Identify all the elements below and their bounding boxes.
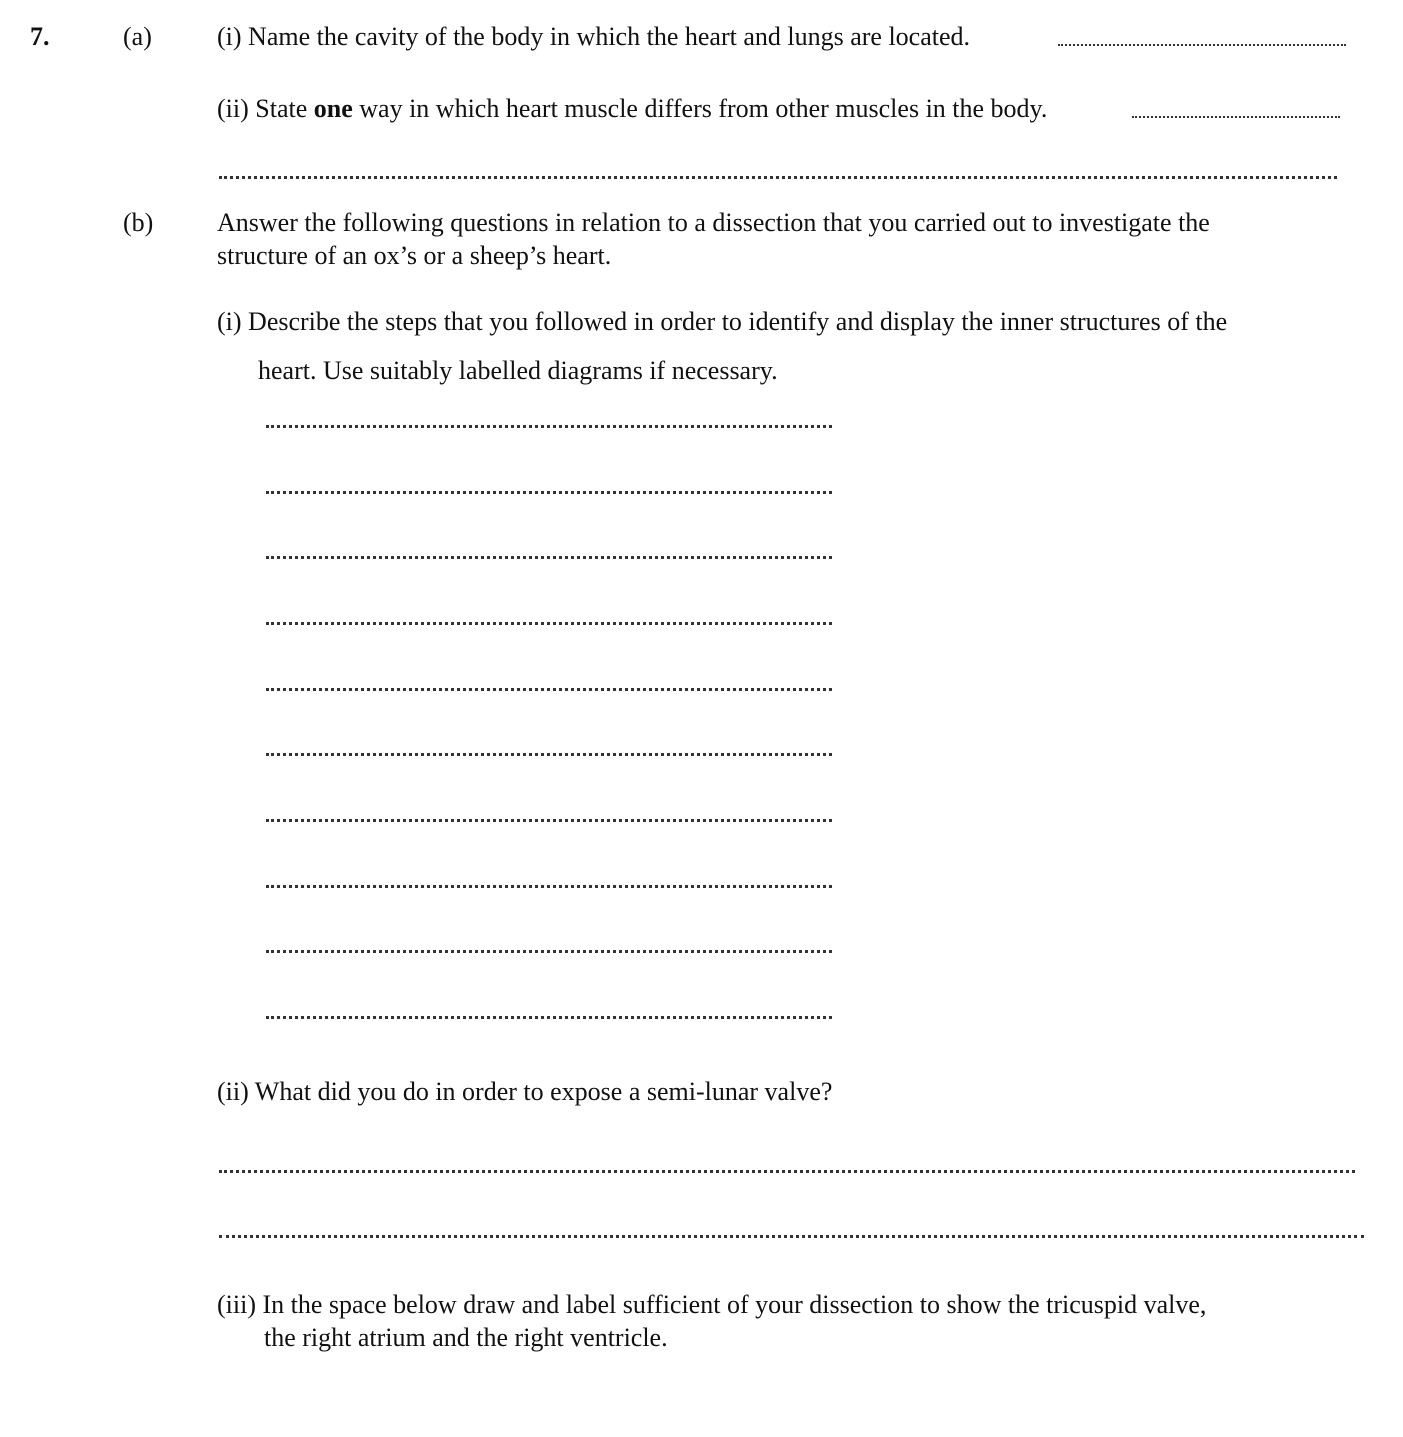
part-a-label: (a) [123, 22, 152, 51]
part-a-ii-prefix: (ii) State [217, 94, 314, 123]
answer-line-b-i-7[interactable] [266, 819, 832, 822]
part-a-ii-question [217, 92, 1047, 125]
part-a-ii-emphasis: one [313, 94, 353, 123]
question-number: 7. [30, 22, 50, 51]
part-b-intro-line-2: structure of an ox’s or a sheep’s heart. [217, 241, 612, 270]
part-b-i-question-line-2: heart. Use suitably labelled diagrams if necessary. [258, 356, 778, 385]
part-b-i-question-line-1: (i) Describe the steps that you followed in order to identify and display the inner structures of the [217, 307, 1228, 336]
part-b-iii-question-line-1: (iii) In the space below draw and label sufficient of your dissection to show the tricuspid valve, [217, 1290, 1207, 1319]
drawing-space[interactable] [217, 1360, 1357, 1430]
answer-line-b-ii-2[interactable] [219, 1235, 1364, 1238]
answer-line-b-i-5[interactable] [266, 688, 832, 691]
answer-line-a-i[interactable] [1058, 44, 1346, 46]
answer-line-b-i-9[interactable] [266, 950, 832, 953]
answer-line-b-i-3[interactable] [266, 556, 832, 559]
part-a-i-question: (i) Name the cavity of the body in which the heart and lungs are located. [217, 22, 971, 51]
answer-line-b-i-2[interactable] [266, 491, 832, 494]
answer-line-b-i-10[interactable] [266, 1016, 832, 1019]
part-b-intro-line-1: Answer the following questions in relation to a dissection that you carried out to investigate the [217, 208, 1210, 237]
answer-line-b-i-4[interactable] [266, 622, 832, 625]
answer-line-b-i-1[interactable] [266, 425, 832, 428]
part-a-ii-suffix: way in which heart muscle differs from other muscles in the body. [352, 94, 1048, 123]
part-b-ii-question: (ii) What did you do in order to expose a semi-lunar valve? [217, 1077, 833, 1106]
answer-line-b-ii-1[interactable] [219, 1170, 1355, 1173]
part-b-iii-question-line-2: the right atrium and the right ventricle. [264, 1323, 668, 1352]
answer-line-a-ii-1[interactable] [1132, 116, 1340, 118]
answer-line-b-i-8[interactable] [266, 885, 832, 888]
part-b-label: (b) [123, 208, 154, 237]
answer-line-b-i-6[interactable] [266, 753, 832, 756]
answer-line-a-ii-2[interactable] [219, 176, 1337, 179]
